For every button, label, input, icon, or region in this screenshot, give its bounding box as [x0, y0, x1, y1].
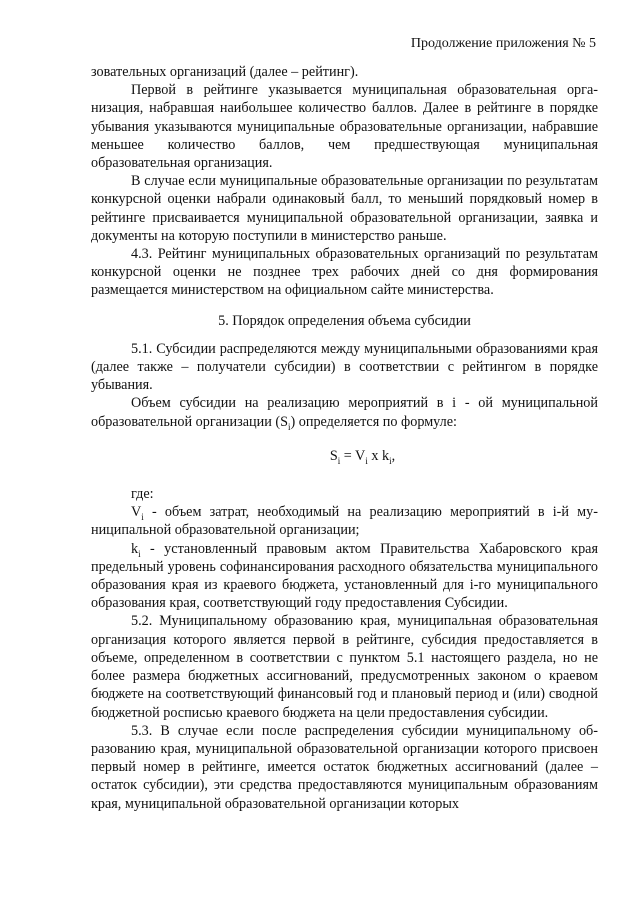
formula-v-sub: i	[365, 455, 368, 466]
formula-mul: x k	[367, 447, 390, 464]
running-header: Продолжение приложения № 5	[410, 36, 596, 51]
document-body	[91, 63, 598, 813]
where-label: где:	[131, 486, 154, 503]
paragraph-continuation: зовательных организаций (далее – рейтинг).	[91, 64, 359, 80]
definition-v	[91, 503, 598, 539]
definition-v-symbol: V	[131, 504, 142, 521]
section-heading: 5. Порядок определения объема субсидии	[218, 312, 471, 329]
formula-lhs: S	[329, 447, 338, 464]
paragraph-subsidy-volume	[91, 394, 598, 430]
subsidy-volume-text: Объем субсидии на реализацию мероприятий в i - ой муниципальной образовательной организации (S	[91, 395, 598, 430]
definition-k-text: - установленный правовым актом Правительства Хабаровского края предельный уровень софинансирования расходного обязательства муниципального образования края из краевого бюджета, установленный для i-го муниципального образования края, соответствующий году предоставления Субсидии.	[91, 540, 598, 612]
formula-k-sub: i	[389, 455, 392, 466]
definition-k-symbol: k	[131, 540, 139, 557]
paragraph-5-1: 5.1. Субсидии распределяются между муниципальными образованиями края (далее также – получатели субсидии) в соответствии с рейтингом в порядке убывания.	[91, 340, 598, 394]
definition-v-sub: i	[141, 512, 144, 523]
formula-lhs-sub: i	[337, 455, 341, 466]
paragraph-rating-first: Первой в рейтинге указывается муниципальная образовательная организация, набравшая наибольшее количество баллов. Далее в рейтинге в порядке убывания указываются муниципальные образовательные организации, набравшие меньшее количество баллов, чем предшествующая муниципальная образовательная организация.	[91, 82, 598, 172]
paragraph-5-3: 5.3. В случае если после распределения субсидии муниципальному образованию края, муниципальной образовательной организации которого присвоен первый номер в рейтинге, имеется остаток бюджетных ассигнований (далее – остаток субсидии), эти средства предоставляются муниципальным образованиям края, муниципальной образовательной организации которых	[91, 722, 598, 812]
formula-end: ,	[391, 447, 396, 464]
definition-k	[91, 540, 598, 613]
definition-k-sub: i	[138, 548, 141, 559]
subscript-i: i	[287, 421, 291, 432]
formula-eq: = V	[340, 447, 366, 464]
paragraph-4-3: 4.3. Рейтинг муниципальных образовательных организаций по результатам конкурсной оценки не позднее трех рабочих дней со дня формирования размещается министерством на официальном сайте министерства.	[91, 246, 598, 299]
definition-v-text: - объем затрат, необходимый на реализацию мероприятий в i-й муниципальной образовательной организации;	[91, 504, 598, 539]
paragraph-5-2: 5.2. Муниципальному образованию края, муниципальная образовательная организация которого является первой в рейтинге, субсидия предоставляется в объеме, определенном в соответствии с пунктом 5.1 настоящего раздела, но не более размера бюджетных ассигнований, предусмотренных законом о краевом бюджете на соответствующий финансовый год и плановый период и (или) сводной бюджетной росписью краевого бюджета на цели предоставления субсидии.	[91, 613, 598, 721]
paragraph-equal-score: В случае если муниципальные образовательные организации по результатам конкурсной оценки набрали одинаковый балл, то меньший порядковый номер в рейтинге присваивается муниципальной образовательной организации, заявка и документы на которую поступили в министерство раньше.	[91, 173, 598, 244]
subsidy-volume-end: ) определяется по формуле:	[290, 413, 457, 430]
formula	[91, 447, 598, 465]
